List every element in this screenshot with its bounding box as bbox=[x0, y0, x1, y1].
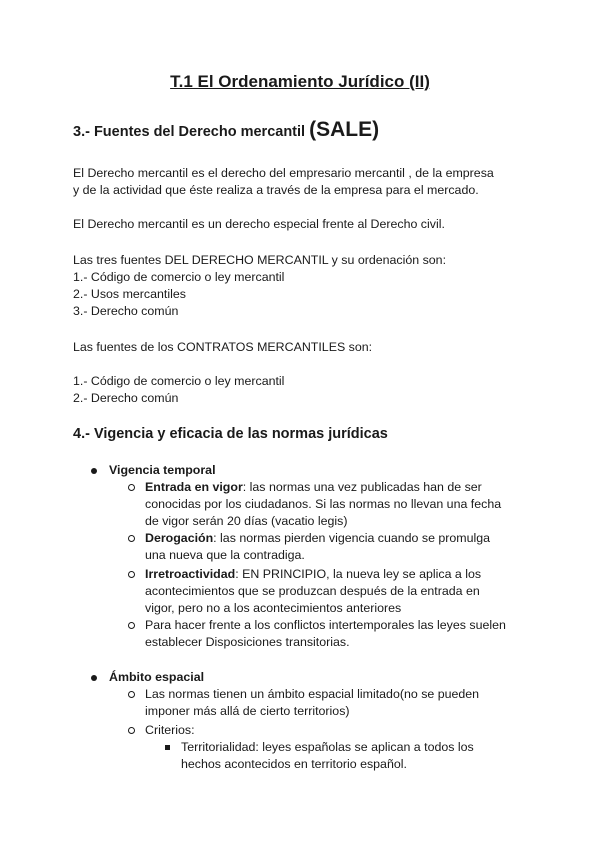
bullet-circle-icon bbox=[128, 484, 135, 491]
paragraph-line: y de la actividad que éste realiza a través de la empresa para el mercado. bbox=[73, 183, 479, 197]
item-text: Para hacer frente a los conflictos intertemporales las leyes suelen bbox=[145, 618, 506, 632]
section-3-heading-text: 3.- Fuentes del Derecho mercantil bbox=[73, 124, 306, 140]
sub-item-irretroactividad bbox=[145, 566, 481, 617]
term: Derogación bbox=[145, 531, 214, 545]
item-text: : las normas pierden vigencia cuando se promulga bbox=[213, 531, 491, 545]
item-text: hechos acontecidos en territorio español. bbox=[181, 757, 407, 771]
bullet-circle-icon bbox=[128, 535, 135, 542]
list-intro: Las tres fuentes DEL DERECHO MERCANTIL y su ordenación son: bbox=[73, 253, 447, 267]
bullet-label: Vigencia temporal bbox=[109, 463, 216, 477]
sale-tag: (SALE) bbox=[309, 118, 380, 141]
bullet-dot-icon bbox=[91, 468, 97, 474]
definition-paragraph bbox=[73, 165, 543, 199]
bullet-circle-icon bbox=[128, 571, 135, 578]
paragraph-line: El Derecho mercantil es un derecho especial frente al Derecho civil. bbox=[73, 217, 445, 231]
item-text: Criterios: bbox=[145, 723, 195, 737]
list-item: 1.- Código de comercio o ley mercantil bbox=[73, 374, 285, 388]
bullet-ambito-espacial bbox=[109, 669, 204, 686]
contract-sources-list bbox=[73, 373, 543, 407]
sub-item-disposiciones-transitorias bbox=[145, 617, 506, 651]
bullet-square-icon bbox=[165, 745, 170, 750]
bullet-circle-icon bbox=[128, 622, 135, 629]
bullet-circle-icon bbox=[128, 727, 135, 734]
list-item: 2.- Usos mercantiles bbox=[73, 287, 186, 301]
sub-item-derogacion bbox=[145, 530, 490, 564]
bullet-vigencia-temporal bbox=[109, 462, 216, 479]
section-4-heading: 4.- Vigencia y eficacia de las normas jurídicas bbox=[73, 426, 388, 442]
item-text: Las normas tienen un ámbito espacial limitado(no se pueden bbox=[145, 687, 480, 701]
list-item: 1.- Código de comercio o ley mercantil bbox=[73, 270, 285, 284]
contract-sources-intro bbox=[73, 339, 543, 356]
list-item: 2.- Derecho común bbox=[73, 391, 179, 405]
sub-item-entrada-en-vigor bbox=[145, 479, 501, 530]
mercantile-sources-list bbox=[73, 252, 543, 320]
bullet-label: Ámbito espacial bbox=[109, 670, 205, 684]
paragraph-line: El Derecho mercantil es el derecho del empresario mercantil , de la empresa bbox=[73, 166, 494, 180]
item-text: de vigor serán 20 días (vacatio legis) bbox=[145, 514, 348, 528]
document-title: T.1 El Ordenamiento Jurídico (II) bbox=[170, 72, 430, 91]
item-text: acontecimientos que se produzcan después de la entrada en bbox=[145, 584, 480, 598]
item-text: : las normas una vez publicadas han de ser bbox=[242, 480, 482, 494]
item-text: imponer más allá de cierto territorios) bbox=[145, 704, 350, 718]
sub-sub-item-territorialidad bbox=[181, 739, 474, 773]
item-text: Territorialidad: leyes españolas se aplican a todos los bbox=[181, 740, 474, 754]
item-text: establecer Disposiciones transitorias. bbox=[145, 635, 350, 649]
item-text: vigor, pero no a los acontecimientos anteriores bbox=[145, 601, 402, 615]
term: Entrada en vigor bbox=[145, 480, 243, 494]
sub-item-criterios bbox=[145, 722, 195, 739]
list-intro: Las fuentes de los CONTRATOS MERCANTILES son: bbox=[73, 340, 373, 354]
item-text: : EN PRINCIPIO, la nueva ley se aplica a los bbox=[235, 567, 482, 581]
bullet-dot-icon bbox=[91, 675, 97, 681]
term: Irretroactividad bbox=[145, 567, 236, 581]
item-text: una nueva que la contradiga. bbox=[145, 548, 305, 562]
list-item: 3.- Derecho común bbox=[73, 304, 179, 318]
item-text: conocidas por los ciudadanos. Si las normas no llevan una fecha bbox=[145, 497, 502, 511]
sub-item-ambito-limitado bbox=[145, 686, 479, 720]
bullet-circle-icon bbox=[128, 691, 135, 698]
special-law-paragraph bbox=[73, 216, 543, 233]
section-3-heading bbox=[73, 118, 379, 142]
